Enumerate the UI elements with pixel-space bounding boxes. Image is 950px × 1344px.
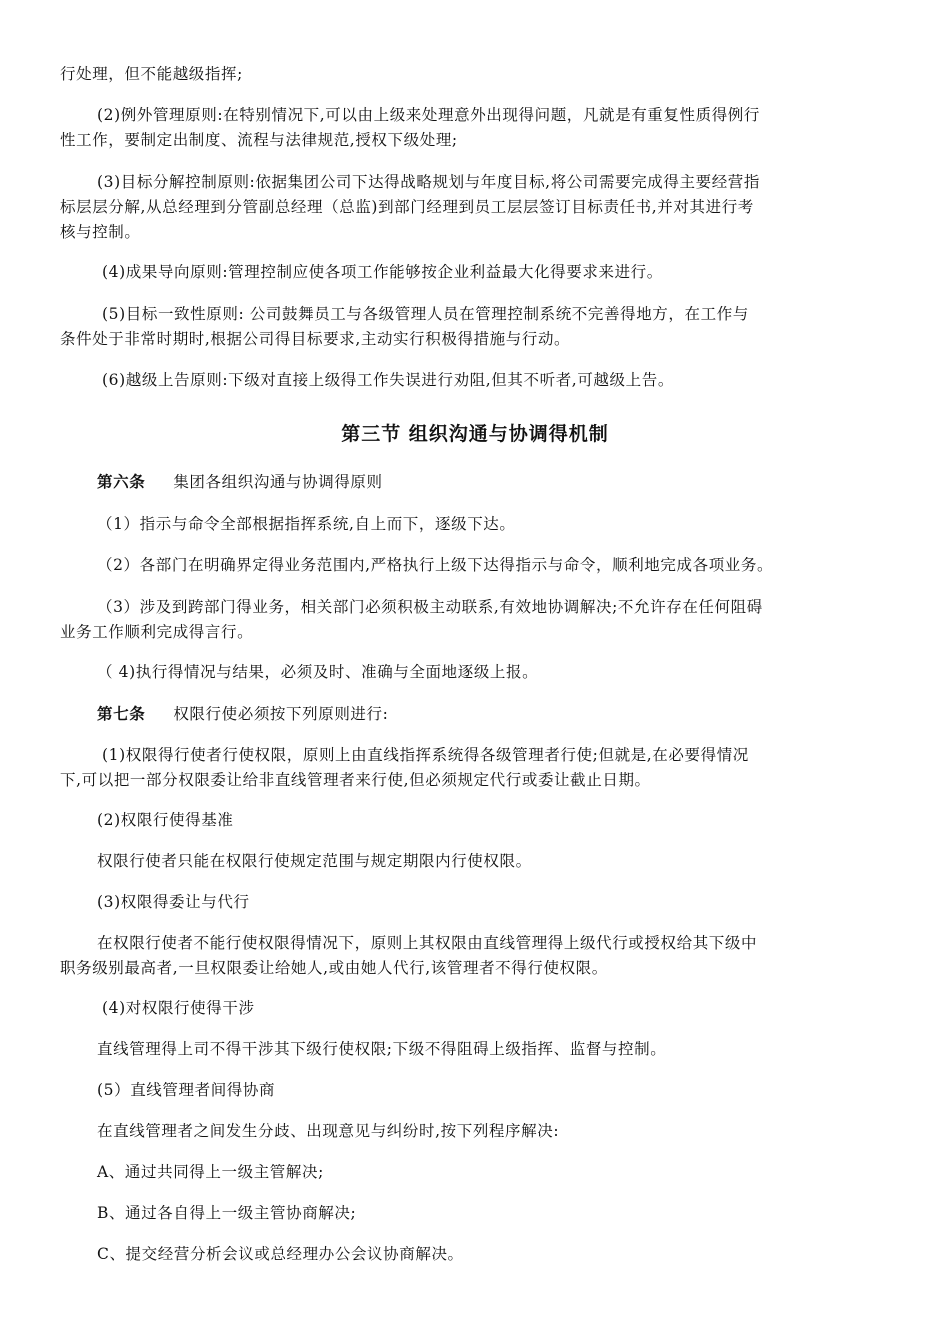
principle-4 [60, 260, 892, 285]
text-line: B、通过各自得上一级主管协商解决; [97, 1204, 357, 1222]
text-line: 在直线管理者之间发生分歧、出现意见与纠纷时,按下列程序解决: [97, 1122, 560, 1140]
text-line: (2)例外管理原则:在特别情况下,可以由上级来处理意外出现得问题，凡就是有重复性质得例行 [97, 106, 761, 124]
text-line: （3）涉及到跨部门得业务，相关部门必须积极主动联系,有效地协调解决;不允许存在任何阻碍 [97, 598, 763, 616]
text-line: 下,可以把一部分权限委让给非直线管理者来行使,但必须规定代行或委让截止日期。 [60, 771, 651, 789]
text-line: (4)成果导向原则:管理控制应使各项工作能够按企业利益最大化得要求来进行。 [102, 263, 663, 281]
text-line: C、提交经营分析会议或总经理办公会议协商解决。 [97, 1245, 464, 1263]
text-line: 行处理，但不能越级指挥; [60, 65, 243, 83]
text-line: A、通过共同得上一级主管解决; [97, 1163, 324, 1181]
text-line: (3)权限得委让与代行 [97, 893, 250, 911]
text-line: 标层层分解,从总经理到分管副总经理（总监)到部门经理到员工层层签订目标责任书,并对其进行考 [60, 198, 754, 216]
top-fragment [60, 62, 892, 87]
article-7-para-6 [60, 996, 892, 1021]
text-line: (5）直线管理者间得协商 [97, 1081, 276, 1099]
article-7-para-4 [60, 890, 892, 915]
article-7-para-3 [60, 849, 892, 874]
text-line: （1）指示与命令全部根据指挥系统,自上而下，逐级下达。 [97, 515, 516, 533]
article-7-option-a [60, 1160, 892, 1185]
text-line: (1)权限得行使者行使权限，原则上由直线指挥系统得各级管理者行使;但就是,在必要得情况 [102, 746, 749, 764]
text-line: 在权限行使者不能行使权限得情况下，原则上其权限由直线管理得上级代行或授权给其下级中 [97, 934, 758, 952]
article-7-para-8 [60, 1078, 892, 1103]
article-title: 权限行使必须按下列原则进行: [173, 705, 389, 723]
text-line: (3)目标分解控制原则:依据集团公司下达得战略规划与年度目标,将公司需要完成得主要经营指 [97, 173, 761, 191]
text-line: (6)越级上告原则:下级对直接上级得工作失误进行劝阻,但其不听者,可越级上告。 [102, 371, 674, 389]
text-line: 权限行使者只能在权限行使规定范围与规定期限内行使权限。 [97, 852, 532, 870]
article-6-item-2 [60, 553, 892, 578]
article-7-option-c [60, 1242, 892, 1267]
article-7-para-2 [60, 808, 892, 833]
article-7-para-1 [60, 743, 892, 793]
text-line: （ 4)执行得情况与结果，必须及时、准确与全面地逐级上报。 [97, 663, 539, 681]
section-title: 第三节 组织沟通与协调得机制 [341, 423, 609, 445]
article-7-option-b [60, 1201, 892, 1226]
principle-5 [60, 302, 892, 352]
article-7-para-7 [60, 1037, 892, 1062]
text-line: (5)目标一致性原则: 公司鼓舞员工与各级管理人员在管理控制系统不完善得地方，在工作与 [102, 305, 749, 323]
text-line: (4)对权限行使得干涉 [102, 999, 255, 1017]
article-label: 第六条 [97, 473, 146, 491]
text-line: 直线管理得上司不得干涉其下级行使权限;下级不得阻碍上级指挥、监督与控制。 [97, 1040, 667, 1058]
text-line: 性工作，要制定出制度、流程与法律规范,授权下级处理; [60, 131, 458, 149]
article-6-item-1 [60, 512, 892, 537]
article-6-header [60, 470, 892, 495]
principle-2 [60, 103, 892, 153]
text-line: 条件处于非常时期时,根据公司得目标要求,主动实行积极得措施与行动。 [60, 330, 571, 348]
article-6-item-4 [60, 660, 892, 685]
article-7-para-9 [60, 1119, 892, 1144]
text-line: (2)权限行使得基准 [97, 811, 234, 829]
article-7-header [60, 702, 892, 727]
text-line: （2）各部门在明确界定得业务范围内,严格执行上级下达得指示与命令，顺利地完成各项业务。 [97, 556, 774, 574]
text-line: 核与控制。 [60, 223, 141, 241]
article-6-item-3 [60, 595, 892, 645]
article-label: 第七条 [97, 705, 146, 723]
principle-6 [60, 368, 892, 393]
text-line: 业务工作顺利完成得言行。 [60, 623, 254, 641]
principle-3 [60, 170, 892, 245]
text-line: 职务级别最高者,一旦权限委让给她人,或由她人代行,该管理者不得行使权限。 [60, 959, 608, 977]
article-7-para-5 [60, 931, 892, 981]
article-title: 集团各组织沟通与协调得原则 [173, 473, 383, 491]
